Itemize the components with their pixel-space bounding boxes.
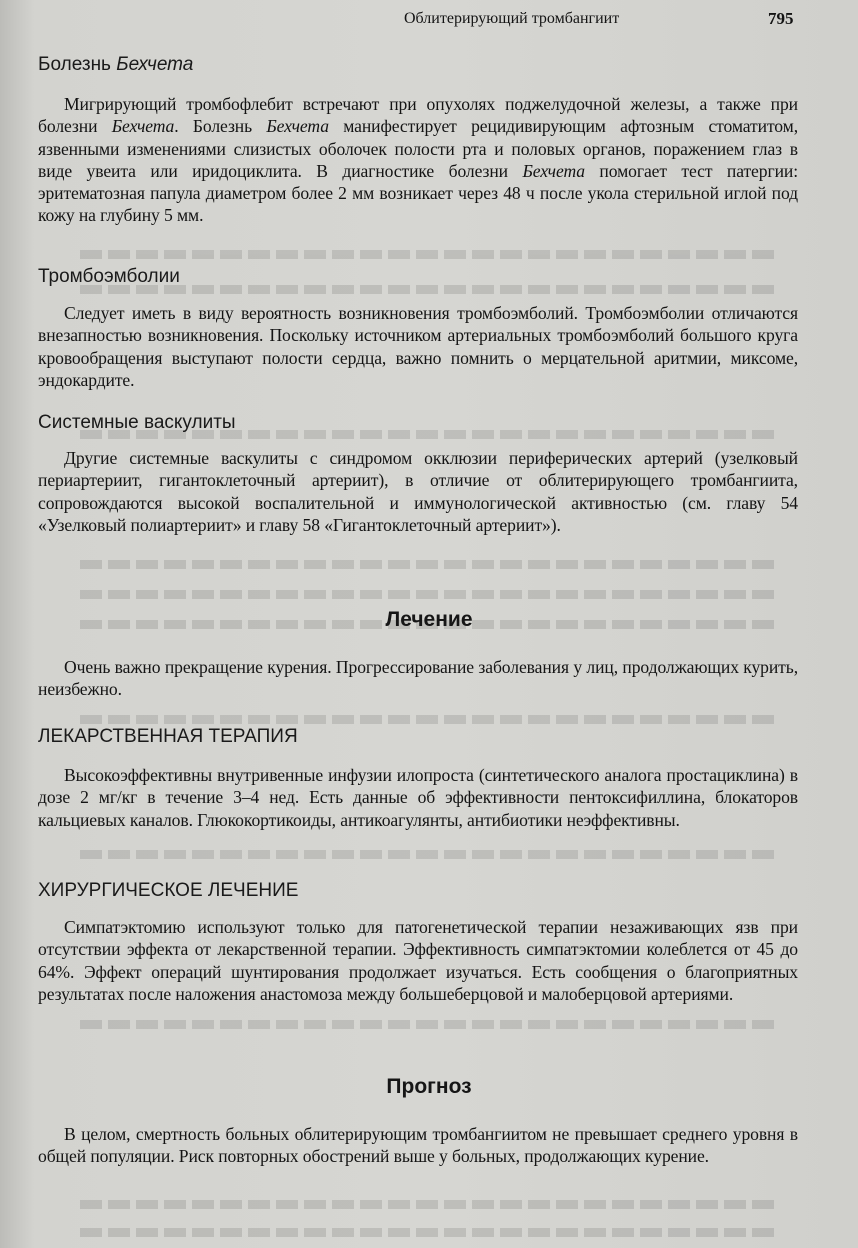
paragraph-treatment: Очень важно прекращение курения. Прогрессирование заболевания у лиц, продолжающих курить, неизбежно. xyxy=(38,657,798,700)
behcet-text-run: . Болезнь xyxy=(174,116,267,137)
behcet-text-run: Мигрирующий тромбофлебит встречают при опухолях поджелудочной железы, а также при болезни xyxy=(38,94,798,137)
heading-prognosis: Прогноз xyxy=(386,1075,472,1098)
behcet-text-run: манифестирует рецидивирующим афтозным стоматитом, язвенными изменениями слизистых оболочек полости рта и половых органов, поражением глаз в виде увеита или иридоциклита. В диагностике болезни xyxy=(38,116,798,181)
heading-behcet-prefix: Болезнь xyxy=(38,54,117,75)
heading-surgery: ХИРУРГИЧЕСКОЕ ЛЕЧЕНИЕ xyxy=(38,880,299,901)
page-number: 795 xyxy=(768,9,794,28)
running-head xyxy=(0,6,858,30)
paragraph-drug-therapy: Высокоэффективны внутривенные инфузии илопроста (синтетического аналога простациклина) в дозе 2 мг/кг в течение 3–4 нед. Есть данные об эффективности пентоксифиллина, блокаторов кальциевых каналов. Глюкокортикоиды, антикоагулянты, антибиотики неэффективны. xyxy=(38,765,798,830)
behcet-italic-term: Бехчета xyxy=(111,116,175,137)
heading-thromboembolism: Тромбоэмболии xyxy=(38,266,180,287)
heading-vasculitis: Системные васкулиты xyxy=(38,412,236,433)
behcet-text-run: помогает тест патергии: эритематозная папула диаметром более 2 мм возникает через 48 ч после укола стерильной иглой под кожу на глубину 5 мм. xyxy=(38,160,798,226)
paragraph-vasculitis: Другие системные васкулиты с синдромом окклюзии периферических артерий (узелковый периартериит, гигантоклеточный артериит), в отличие от облитерирующего тромбангиита, сопровождаются высокой воспалительной и иммунологической активностью (см. главу 54 «Узелковый полиартериит» и главу 58 «Гигантоклеточный артериит»). xyxy=(38,448,798,535)
heading-drug-therapy: ЛЕКАРСТВЕННАЯ ТЕРАПИЯ xyxy=(38,726,298,747)
paragraph-surgery: Симпатэктомию используют только для патогенетической терапии незаживающих язв при отсутствии эффекта от лекарственной терапии. Эффективность симпатэктомии колеблется от 45 до 64%. Эффект операций шунтирования продолжает изучаться. Есть сообщения о благоприятных результатах после наложения анастомоза между большеберцовой и малоберцовой артериями. xyxy=(38,917,798,1004)
paragraph-thromboembolism: Следует иметь в виду вероятность возникновения тромбоэмболий. Тромбоэмболии отличаются внезапностью возникновения. Поскольку источником артериальных тромбоэмболий большого круга кровообращения выступают полости сердца, важно помнить о мерцательной аритмии, миксоме, эндокардите. xyxy=(38,303,798,390)
paragraph-prognosis: В целом, смертность больных облитерирующим тромбангиитом не превышает среднего уровня в общей популяции. Риск повторных обострений выше у больных, продолжающих курение. xyxy=(38,1124,798,1167)
running-title: Облитерирующий тромбангиит xyxy=(404,10,620,27)
behcet-italic-term: Бехчета xyxy=(266,116,329,137)
paragraph-behcet xyxy=(38,93,798,227)
heading-behcet-name: Бехчета xyxy=(116,54,194,75)
heading-behcet xyxy=(38,54,193,76)
behcet-italic-term: Бехчета xyxy=(522,160,585,181)
heading-treatment: Лечение xyxy=(385,608,473,631)
